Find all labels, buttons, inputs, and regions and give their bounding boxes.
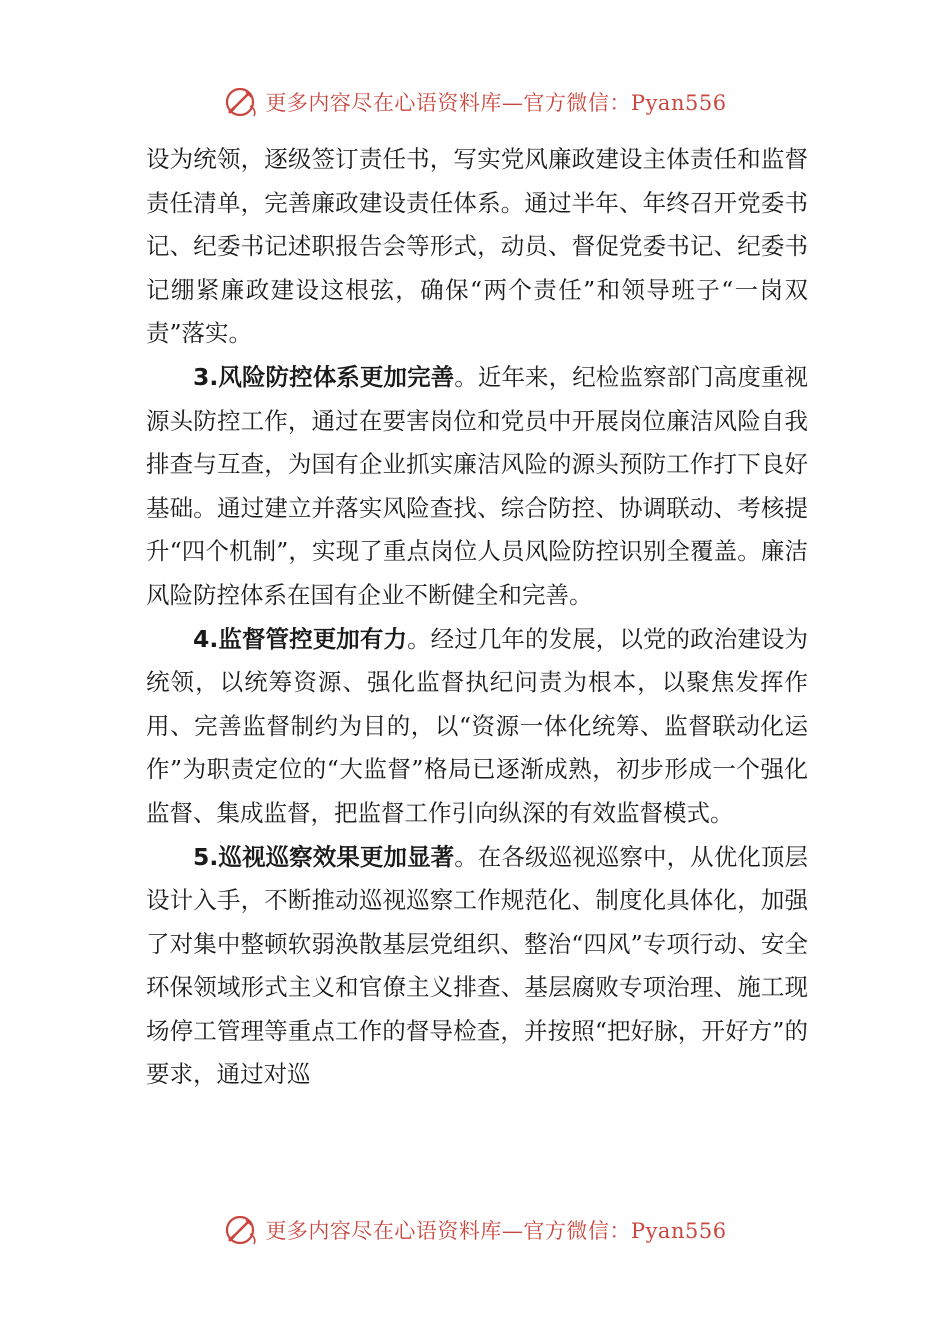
paragraph-risk-control <box>146 356 808 618</box>
paragraph-text-3: 。近年来，纪检监察部门高度重视源头防控工作，通过在要害岗位和党员中开展岗位廉洁风险自我排查与互查，为国有企业抓实廉洁风险的源头预防工作打下良好基础。通过建立并落实风险查找、综合防控、协调联动、考核提升“四个机制”，实现了重点岗位人员风险防控识别全覆盖。廉洁风险防控体系在国有企业不断健全和完善。 <box>146 362 809 609</box>
footer-watermark-text: 更多内容尽在心语资料库—官方微信：Pyan556 <box>265 1219 727 1243</box>
header-watermark-text: 更多内容尽在心语资料库—官方微信：Pyan556 <box>265 91 727 115</box>
footer-watermark <box>0 1208 950 1252</box>
paragraph-text-5: 。在各级巡视巡察中，从优化顶层设计入手，不断推动巡视巡察工作规范化、制度化具体化，加强了对集中整顿软弱涣散基层党组织、整治“四风”专项行动、安全环保领域形式主义和官僚主义排查、基层腐败专项治理、施工现场停工管理等重点工作的督导检查，并按照“把好脉，开好方”的要求，通过对巡 <box>146 842 809 1089</box>
paragraph-inspection <box>146 836 808 1098</box>
logo-icon <box>223 1212 259 1248</box>
section-heading-4: 4.监督管控更加有力 <box>193 624 408 653</box>
paragraph-text-4: 。经过几年的发展，以党的政治建设为统领，以统筹资源、强化监督执纪问责为根本，以聚焦发挥作用、完善监督制约为目的，以“资源一体化统筹、监督联动化运作”为职责定位的“大监督”格局已逐渐成熟，初步形成一个强化监督、集成监督，把监督工作引向纵深的有效监督模式。 <box>146 624 808 827</box>
header-watermark <box>0 80 950 124</box>
paragraph-supervision <box>146 618 808 836</box>
logo-icon <box>223 84 259 120</box>
section-heading-5: 5.巡视巡察效果更加显著 <box>193 842 455 871</box>
section-heading-3: 3.风险防控体系更加完善 <box>193 362 455 391</box>
paragraph-continued: 设为统领，逐级签订责任书，写实党风廉政建设主体责任和监督责任清单，完善廉政建设责任体系。通过半年、年终召开党委书记、纪委书记述职报告会等形式，动员、督促党委书记、纪委书记绷紧廉政建设这根弦，确保“两个责任”和领导班子“一岗双责”落实。 <box>146 145 808 348</box>
document-body <box>146 138 808 1097</box>
